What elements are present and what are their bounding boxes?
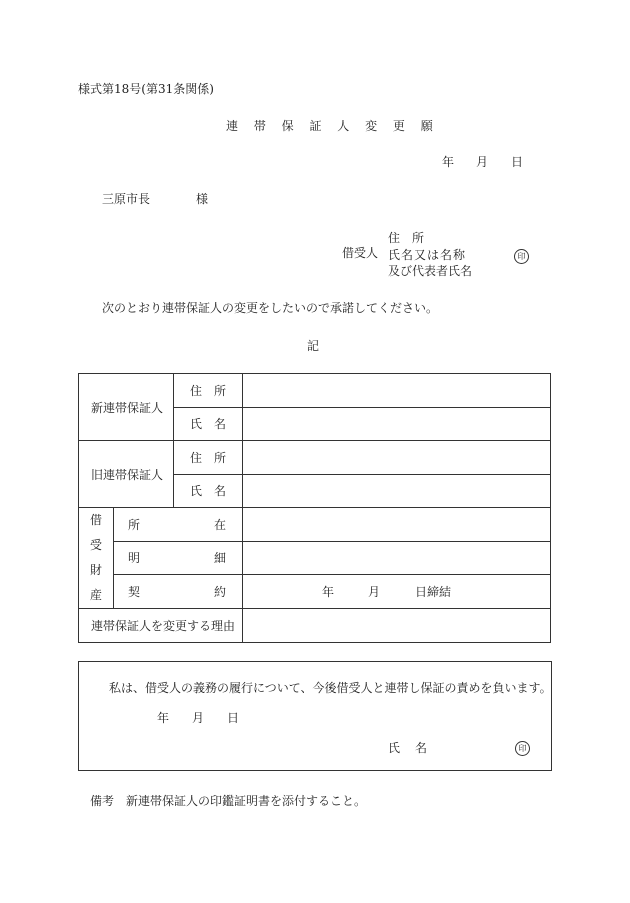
- date-day: 日: [511, 155, 524, 169]
- declaration-year: 年: [157, 711, 170, 725]
- property-char: 受: [89, 538, 102, 552]
- table-row: [79, 508, 551, 542]
- change-reason-label: 連帯保証人を変更する理由: [79, 609, 243, 643]
- cell-label-part: 明: [128, 551, 141, 566]
- old-guarantor-name-field[interactable]: [243, 474, 551, 508]
- remarks-text: 新連帯保証人の印鑑証明書を添付すること。: [126, 794, 367, 808]
- contract-month: 月: [368, 585, 381, 600]
- declaration-box: [78, 661, 552, 771]
- cell-label-part: 約: [214, 585, 227, 600]
- cell-label-part: 細: [214, 551, 227, 566]
- property-label: [79, 508, 114, 609]
- new-guarantor-label: 新連帯保証人: [79, 374, 174, 441]
- page-title: 連 帯 保 証 人 変 更 願: [226, 119, 439, 133]
- cell-label-part: 名: [214, 417, 227, 432]
- cell-label-part: 所: [214, 383, 227, 398]
- table-row: [79, 609, 551, 643]
- date-month: 月: [476, 155, 489, 169]
- declaration-day: 日: [227, 711, 240, 725]
- new-guarantor-name-field[interactable]: [243, 407, 551, 441]
- table-row: [79, 541, 551, 575]
- contract-date-field[interactable]: [243, 575, 551, 609]
- cell-label-part: 在: [214, 517, 227, 532]
- cell-label-part: 所: [214, 450, 227, 465]
- declaration-name-label-a: 氏: [388, 741, 401, 755]
- table-row: [79, 374, 551, 408]
- remarks-label: 備考: [90, 794, 115, 808]
- declaration-month: 月: [192, 711, 205, 725]
- applicant-seal-mark: 印: [514, 249, 529, 264]
- declaration-name-label-b: 名: [415, 741, 428, 755]
- applicant-address-label: 住 所: [388, 231, 425, 245]
- change-reason-field[interactable]: [243, 609, 551, 643]
- old-guarantor-label: 旧連帯保証人: [79, 441, 174, 508]
- property-char: 産: [89, 588, 102, 602]
- property-detail-field[interactable]: [243, 541, 551, 575]
- table-row: [79, 575, 551, 609]
- declaration-seal-mark: 印: [515, 741, 530, 756]
- property-char: 借: [89, 513, 102, 527]
- declaration-text: 私は、借受人の義務の履行について、今後借受人と連帯し保証の責めを負います。: [109, 681, 552, 695]
- cell-label-part: 氏: [190, 484, 203, 499]
- new-guarantor-address-field[interactable]: [243, 374, 551, 408]
- cell-label-part: 名: [214, 484, 227, 499]
- applicant-rep-label: 及び代表者氏名: [388, 264, 473, 278]
- addressee-name: 三原市長: [102, 192, 151, 206]
- details-table: [78, 373, 551, 643]
- cell-label-part: 住: [190, 450, 203, 465]
- table-row: [79, 441, 551, 475]
- cell-label-part: 住: [190, 383, 203, 398]
- request-text: 次のとおり連帯保証人の変更をしたいので承諾してください。: [102, 301, 439, 315]
- cell-label-part: 所: [128, 517, 141, 532]
- contract-day: 日締結: [415, 585, 452, 600]
- addressee-honorific: 様: [196, 192, 209, 206]
- cell-label-part: 契: [128, 585, 141, 600]
- property-char: 財: [89, 563, 102, 577]
- property-location-field[interactable]: [243, 508, 551, 542]
- ki-heading: 記: [307, 339, 320, 353]
- form-number: 様式第18号(第31条関係): [78, 82, 214, 96]
- cell-label-part: 氏: [190, 417, 203, 432]
- contract-year: 年: [322, 585, 335, 600]
- old-guarantor-address-field[interactable]: [243, 441, 551, 475]
- applicant-label: 借受人: [342, 246, 379, 260]
- applicant-name-label: 氏名又は名称: [388, 248, 467, 262]
- date-year: 年: [442, 155, 455, 169]
